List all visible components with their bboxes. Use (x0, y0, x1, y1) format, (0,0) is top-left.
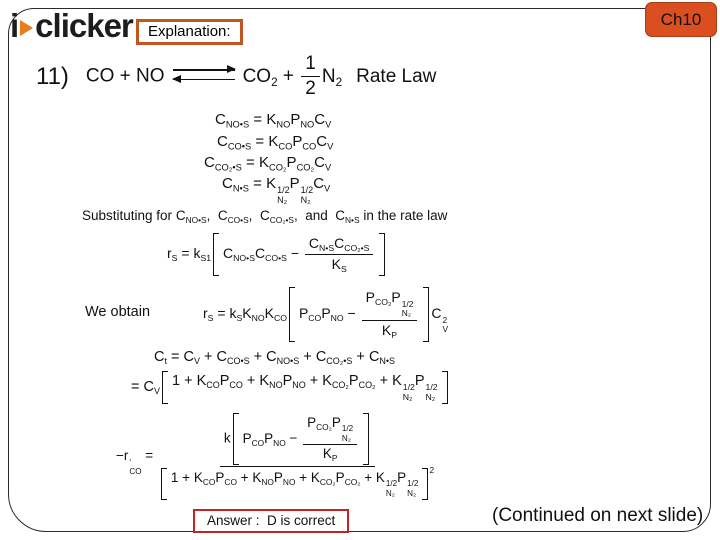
equation-adsorption-co: $C_{CO•S} = K_{CO}P_{CO}C_V$ (217, 133, 334, 152)
rate-law-label: Rate Law (356, 65, 437, 87)
iclicker-logo (10, 7, 133, 45)
problem-title (36, 53, 436, 100)
answer-box: Answer : D is correct (193, 509, 349, 533)
reaction-equation: CO + NO $CO_2$ + $\frac{1}{2}$ $N_2$ (85, 53, 343, 99)
equation-site-balance-expanded: = $C_V$ $1 + K_{CO}P_{CO} + K_{NO}P_{NO} + K_{CO_2}P_{CO_2} + K$ 1/2 N₂ P 1/2 N₂ (131, 371, 450, 404)
continued-note: (Continued on next slide) (492, 505, 704, 526)
equation-site-balance: $C_t = C_V + C_{CO•S} + C_{NO•S} + C_{CO_2•S} + C_{N•S}$ (154, 349, 396, 367)
chapter-tab: Ch10 (645, 2, 717, 37)
equation-surface-rate: $r_S = k_{S1}$ $C_{NO•S}C_{CO•S}$ − $\frac{C_{N•S}C_{CO_2•S}}{K_S}$ (167, 233, 387, 276)
logo-text-clicker: clicker (35, 7, 133, 44)
equation-rate-obtained: $r_S = k_SK_{NO}K_{CO}$ $P_{CO}P_{NO}$ − $P_{CO_2}P$ 1/2 N₂ $K_P$ C 2 V (203, 289, 449, 340)
problem-number: 11) (36, 62, 69, 90)
logo-text-i: i (10, 7, 19, 44)
explanation-label: Explanation: (136, 19, 243, 45)
equation-adsorption-no: $C_{NO•S} = K_{NO}P_{NO}C_V$ (215, 111, 332, 130)
substituting-text: Substituting for $C_{NO•S}$, $C_{CO•S}$, $C_{CO_2•S}$, and $C_{N•S}$ in the rate law (82, 208, 448, 225)
logo-arrow-icon (20, 20, 33, 36)
equation-final-rate: −r ′ CO = k $P_{CO}P_{NO}$ − $P_{CO_2}P$ 1/2 N₂ $K_P$ $1 + K_{CO}P_{CO} + K_{NO}P_{NO} + K_{CO_2}P_{CO_2} + K$ 1/2 N₂ P 1/2 N₂ 2 (116, 413, 438, 500)
equation-adsorption-n: $C_{N•S} = K$ 1/2 N₂ P 1/2 N₂ $C_V$ (222, 175, 331, 206)
equation-adsorption-co2: $C_{CO_2•S} = K_{CO_2}P_{CO_2}C_V$ (204, 154, 332, 173)
we-obtain-label: We obtain (85, 304, 151, 320)
